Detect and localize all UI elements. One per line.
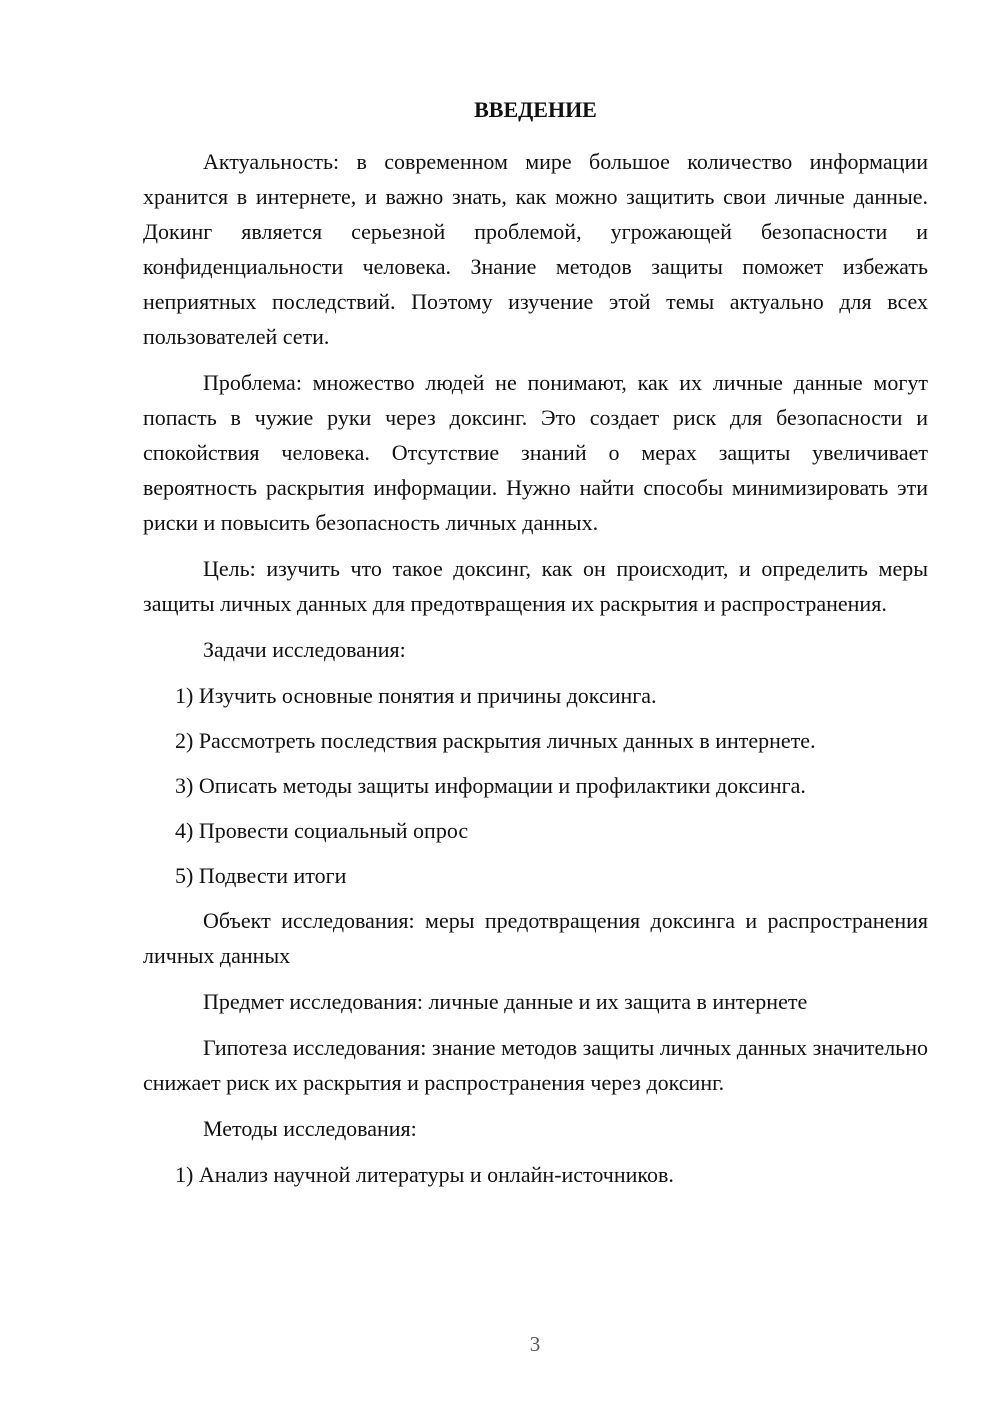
list-item: 3) Описать методы защиты информации и профилактики доксинга.: [175, 773, 806, 798]
tasks-heading: Задачи исследования:: [203, 637, 406, 662]
hypothesis-paragraph: Гипотеза исследования: знание методов защиты личных данных значительно снижает риск их раскрытия и распространения через доксинг.: [143, 1035, 928, 1095]
section-heading: ВВЕДЕНИЕ: [474, 97, 597, 122]
goal-paragraph: Цель: изучить что такое доксинг, как он происходит, и определить меры защиты личных данных для предотвращения их раскрытия и распространения.: [143, 556, 928, 616]
object-paragraph: Объект исследования: меры предотвращения доксинга и распространения личных данных: [143, 908, 928, 968]
page-number: 3: [529, 1332, 541, 1356]
list-item: 4) Провести социальный опрос: [175, 818, 469, 843]
list-item: 1) Изучить основные понятия и причины доксинга.: [175, 683, 657, 708]
methods-heading: Методы исследования:: [203, 1116, 417, 1141]
list-item: 2) Рассмотреть последствия раскрытия личных данных в интернете.: [175, 728, 816, 753]
list-item: 1) Анализ научной литературы и онлайн-источников.: [175, 1162, 674, 1187]
list-item: 5) Подвести итоги: [175, 863, 347, 888]
relevance-paragraph: Актуальность: в современном мире большое количество информации хранится в интернете, и важно знать, как можно защитить свои личные данные. Докинг является серьезной проблемой, угрожающей безопасности и конфиденциальности человека. Знание методов защиты поможет избежать неприятных последствий. Поэтому изучение этой темы актуально для всех пользователей сети.: [143, 149, 928, 349]
subject-paragraph: Предмет исследования: личные данные и их защита в интернете: [203, 989, 808, 1014]
document-page: [143, 92, 928, 1202]
tasks-list: [143, 678, 928, 893]
methods-list: [143, 1157, 928, 1192]
problem-paragraph: Проблема: множество людей не понимают, как их личные данные могут попасть в чужие руки через доксинг. Это создает риск для безопасности и спокойствия человека. Отсутствие знаний о мерах защиты увеличивает вероятность раскрытия информации. Нужно найти способы минимизировать эти риски и повысить безопасность личных данных.: [143, 370, 928, 535]
